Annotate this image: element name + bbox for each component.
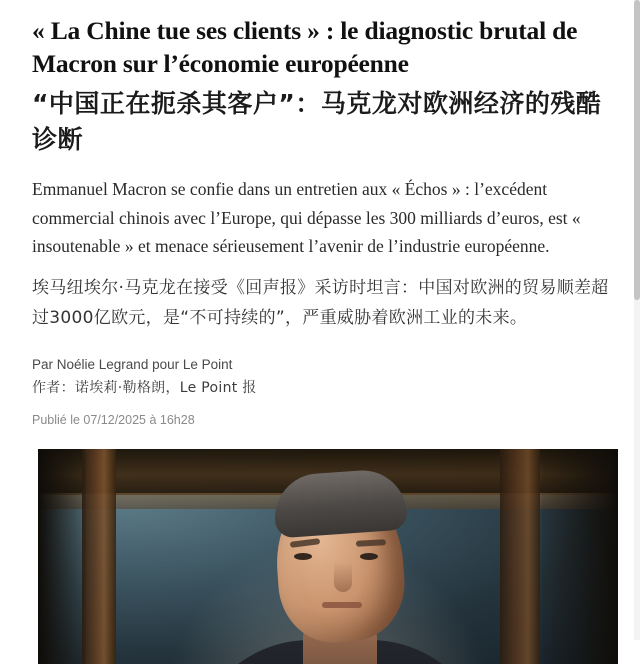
publish-date: Publié le 07/12/2025 à 16h28	[32, 413, 195, 428]
photo-pillar-right	[500, 449, 540, 664]
subject-eye-left	[294, 553, 312, 560]
subject-nose	[334, 562, 352, 592]
byline-chinese: 作者：诺埃莉·勒格朗，Le Point 报	[32, 380, 257, 397]
page-scrollbar[interactable]	[634, 0, 640, 640]
subject-eye-right	[360, 553, 378, 560]
page-title-french: « La Chine tue ses clients » : le diagnostic brutal de Macron sur l’économie européenne	[32, 16, 578, 79]
byline-french: Par Noélie Legrand pour Le Point	[32, 356, 233, 372]
photo-vignette-left	[38, 449, 86, 664]
photo-pillar-left	[82, 449, 116, 664]
standfirst-french: Emmanuel Macron se confie dans un entretien aux « Échos » : l’excédent commercial chinois avec l’Europe, qui dépasse les 300 milliards d’euros, est « insoutenable » et menace sérieusement l’avenir de l’industrie européenne.	[32, 179, 581, 256]
page-title-chinese: “中国正在扼杀其客户”：马克龙对欧洲经济的残酷诊断	[32, 89, 602, 154]
scrollbar-thumb[interactable]	[634, 0, 640, 300]
photo-vignette-right	[542, 449, 618, 664]
subject-hair	[272, 468, 408, 539]
subject-mouth	[322, 602, 362, 608]
photo-background	[38, 449, 618, 664]
photo-subject-portrait	[190, 460, 490, 664]
standfirst-chinese: 埃马纽埃尔·马克龙在接受《回声报》采访时坦言：中国对欧洲的贸易顺差超过3000亿欧元，是“不可持续的”，严重威胁着欧洲工业的未来。	[32, 278, 609, 328]
article-photo	[38, 449, 618, 664]
